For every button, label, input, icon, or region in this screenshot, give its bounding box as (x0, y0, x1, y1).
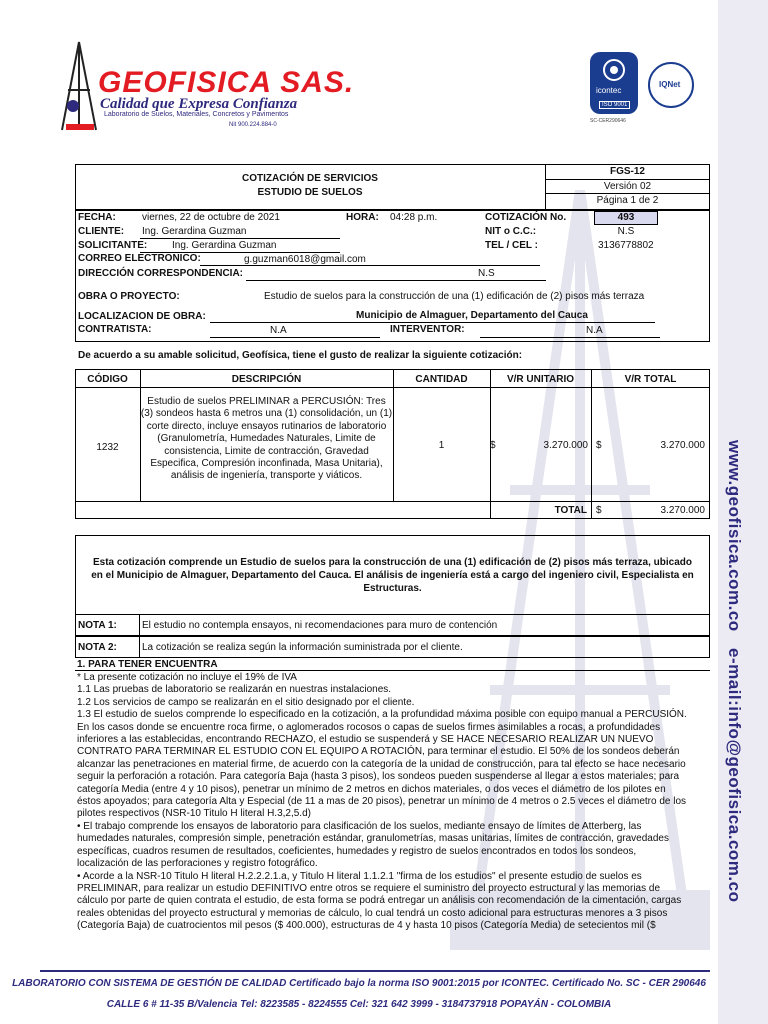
desc-line: (3) sondeos hasta 6 metros una (1) consolidación, un (1) (140, 408, 393, 420)
intro-text: De acuerdo a su amable solicitud, Geofísica, tiene el gusto de realizar la siguiente cotización: (78, 350, 523, 361)
localizacion-rule (210, 322, 655, 323)
body-line: seguir la perforación a rotación. Para categoría Baja (hasta 3 pisos), los sondeos pueden suspenderse al llegar a estos materiales; para (77, 771, 680, 783)
nit-label: NIT o C.C.: (485, 226, 537, 237)
body-line: 1.2 Los servicios de campo se realizarán en el sitio designado por el cliente. (77, 696, 415, 708)
form-version: Versión 02 (603, 181, 652, 192)
body-line: • Acorde a la NSR-10 Titulo H literal H.2.2.2.1.a, y Titulo H literal 1.1.2.1 "firma de los estudios" el presente estudio de suelos es (77, 870, 642, 882)
note2-label: NOTA 2: (78, 642, 117, 653)
correo-label: CORREO ELECTRONICO: (78, 253, 201, 264)
row-total-value: 3.270.000 (660, 440, 705, 451)
iqnet-label: IQNet (659, 80, 681, 89)
obra-value: Estudio de suelos para la construcción de una (1) edificación de (2) pisos más terraza (264, 291, 645, 302)
cert-code: SC-CER290646 (590, 118, 626, 124)
tel-value: 3136778802 (598, 240, 654, 251)
summary-line: Estructuras. (363, 583, 422, 594)
obra-label: OBRA O PROYECTO: (78, 291, 180, 302)
desc-line: Especifica, Compresión inconfinada, Masa Unitaria), (150, 458, 383, 470)
iso-label: ISO 9001 (599, 101, 630, 109)
body-line: 1.1 Las pruebas de laboratorio se realizarán en nuestras instalaciones. (77, 684, 392, 696)
body-line: pilotes respectivos (NSR-10 Titulo H literal H.3,2,5.d) (77, 808, 311, 820)
body-line: éstos apoyados; para categoría Alta y Especial (de 11 a mas de 20 pisos), penetrar un mínimo de 4 metros o 2.5 veces el diámetro de los (77, 796, 687, 808)
body-line: 1.3 El estudio de suelos comprende lo especificado en la cotización, a la profundidad máxima posible con equipo manual a PERCUSIÓN. (77, 709, 687, 721)
correo-rule (200, 265, 540, 266)
interventor-rule (480, 337, 660, 338)
cliente-label: CLIENTE: (78, 226, 125, 237)
direccion-label: DIRECCIÓN CORRESPONDENCIA: (78, 268, 244, 279)
desc-line: consistencia, Limite de contracción, Gravedad (164, 445, 369, 457)
fecha-value: viernes, 22 de octubre de 2021 (142, 212, 280, 223)
header-descripcion: DESCRIPCIÓN (231, 374, 302, 385)
cotizacion-label: COTIZACIÓN No. (485, 212, 567, 223)
summary-line: Esta cotización comprende un Estudio de suelos para la construcción de una (1) edificación de (2) pisos más terraza, ubicado (92, 557, 693, 568)
contratista-value: N.A (270, 325, 287, 336)
body-line: específicas, cuadros resumen de resultados, coeficientes, humedades y registro de suelos encontrados en todos los sondeos, (77, 845, 637, 857)
note1-text: El estudio no contempla ensayos, ni recomendaciones para muro de contención (142, 620, 498, 631)
email-vertical: e-mail:info@geofisica.com.co (725, 648, 744, 903)
interventor-value: N.A (586, 325, 603, 336)
icontec-badge (590, 52, 638, 114)
row-description (140, 396, 393, 483)
company-nit: Nit 900.224.884-0 (229, 122, 277, 128)
iqnet-badge (648, 62, 694, 108)
cotizacion-number: 493 (617, 212, 635, 223)
company-name: GEOFISICA SAS. (98, 66, 355, 99)
body-line: PRELIMINAR, para realizar un estudio DEFINITIVO entre otros se requiere el suministro del proyecto estructural y las memorias de (77, 882, 661, 894)
row-unit-currency: $ (490, 440, 496, 451)
localizacion-label: LOCALIZACION DE OBRA: (78, 311, 206, 322)
localizacion-value: Municipio de Almaguer, Departamento del Cauca (356, 310, 588, 321)
tel-label: TEL / CEL : (485, 240, 538, 251)
website-vertical: www.geofisica.com.co (725, 440, 744, 632)
terms-body (77, 672, 709, 933)
icontec-icon (590, 56, 638, 86)
hora-label: HORA: (346, 212, 379, 223)
row-total-currency: $ (596, 440, 602, 451)
quote-total-rule (75, 501, 710, 502)
company-subtitle: Laboratorio de Suelos, Materiales, Concretos y Pavimentos (104, 111, 289, 118)
body-line: cálculo por parte de quien contrata el estudio, de esta forma se podrá entregar un análisis con recomendación de la cimentación, cargas (77, 895, 682, 907)
body-line: categoría Media (entre 4 y 10 pisos), penetrar un mínimo de 2 metros en dichos materiales, o dos veces el diámetro de los pilotes en (77, 783, 666, 795)
body-line: (Categoría Baja) de cuatrocientos mil pesos ($ 400.000), estructuras de 4 y hasta 10 pisos (Categoría Media) de setecientos mil ($ (77, 920, 656, 932)
form-code: FGS-12 (609, 166, 645, 177)
summary-line: en el Municipio de Almaguer, Departamento del Cauca. El análisis de ingeniería está a cargo del ingeniero civil, Especialista en (91, 570, 694, 581)
body-line: inferiores a las establecidas, encontrando RECHAZO, el estudio se suspenderá y SE HACE NECESARIO REALIZAR UN NUEVO (77, 734, 654, 746)
body-line: localización de las perforaciones y registro fotográfico. (77, 858, 318, 870)
row-unit-value: 3.270.000 (543, 440, 588, 451)
row-qty: 1 (438, 440, 445, 451)
header-codigo: CÓDIGO (87, 374, 128, 385)
notes-rule (75, 636, 710, 637)
contratista-rule (210, 337, 380, 338)
fecha-label: FECHA: (78, 212, 116, 223)
interventor-label: INTERVENTOR: (390, 324, 465, 335)
nit-value: N.S (617, 226, 635, 237)
direccion-rule (246, 280, 546, 281)
note1-label: NOTA 1: (78, 620, 117, 631)
direccion-value: N.S (478, 268, 495, 279)
header-cantidad: CANTIDAD (415, 374, 468, 385)
icontec-label: icontec (596, 86, 622, 95)
doc-title: COTIZACIÓN DE SERVICIOS (242, 173, 378, 184)
form-page: Página 1 de 2 (596, 195, 659, 206)
notes-divider (139, 614, 140, 658)
doc-subtitle: ESTUDIO DE SUELOS (257, 187, 363, 198)
quote-col-2 (393, 369, 394, 501)
desc-line: Estudio de suelos PRELIMINAR a PERCUSIÓN: Tres (147, 396, 386, 407)
correo-value: g.guzman6018@gmail.com (244, 254, 366, 265)
header-rule-2 (545, 193, 710, 194)
body-line: humedades naturales, compresión simple, penetración estándar, granulometrías, masas unitarias, límites de contracción, gravedades (77, 833, 669, 845)
footer-line-2: CALLE 6 # 11-35 B/Valencia Tel: 8223585 - 8224555 Cel: 321 642 3999 - 3184737918 POPAYÁN - COLOMBIA (106, 999, 612, 1010)
header-rule-1 (545, 179, 710, 180)
footer-line-1: LABORATORIO CON SISTEMA DE GESTIÓN DE CALIDAD Certificado bajo la norma ISO 9001:2015 por ICONTEC. Certificado No. SC - CER 290646 (12, 978, 706, 989)
body-line: En los casos donde se encuentre roca firme, o aglomerados rocosos o capas de suelos firmes asimilables a rocas, a profundidades (77, 721, 661, 733)
solicitante-label: SOLICITANTE: (78, 240, 148, 251)
desc-line: (Granulometría, Humedades Naturales, Limite de (157, 433, 376, 445)
note2-text: La cotización se realiza según la información suministrada por el cliente. (142, 642, 463, 653)
body-line: alcanzar las penetraciones en material firme, de acuerdo con la categoría de la unidad de construcción, para tal efecto se hace necesario (77, 758, 686, 770)
section-rule (75, 670, 710, 671)
row-code: 1232 (96, 442, 119, 453)
desc-line: corte directo, incluye ensayos rutinarios de laboratorio (146, 420, 387, 432)
total-label: TOTAL (554, 505, 587, 516)
header-total: V/R TOTAL (624, 374, 677, 385)
body-line: CONTRATO PARA TERMINAR EL ESTUDIO CON EL EQUIPO A ROTACIÓN, para terminar el estudio. El 50% de los sondeos deberán (77, 746, 680, 758)
cliente-rule (140, 238, 340, 239)
total-currency: $ (596, 505, 602, 516)
company-tagline: Calidad que Expresa Confianza (100, 96, 298, 112)
footer-rule (40, 970, 710, 972)
header-unitario: V/R UNITARIO (506, 374, 575, 385)
contratista-label: CONTRATISTA: (78, 324, 152, 335)
body-line: reales obtenidas del proyecto estructural y memorias de cálculo, lo cual tendrá un costo adicional para estructuras menores a 3 pisos (77, 907, 668, 919)
summary-text (77, 556, 708, 595)
desc-line: análisis de ingeniería, transporte y viáticos. (170, 470, 363, 482)
total-value: 3.270.000 (660, 505, 705, 516)
solicitante-value: Ing. Gerardina Guzman (172, 240, 277, 251)
company-logo-icon (58, 40, 100, 132)
hora-value: 04:28 p.m. (390, 212, 438, 223)
cliente-value: Ing. Gerardina Guzman (142, 226, 247, 237)
body-line: * La presente cotización no incluye el 19% de IVA (77, 672, 297, 683)
body-line: • El trabajo comprende los ensayos de laboratorio para clasificación de los suelos, mediante ensayo de límites de Atterberg, las (77, 820, 642, 832)
section-title: 1. PARA TENER ENCUENTRA (77, 659, 218, 670)
